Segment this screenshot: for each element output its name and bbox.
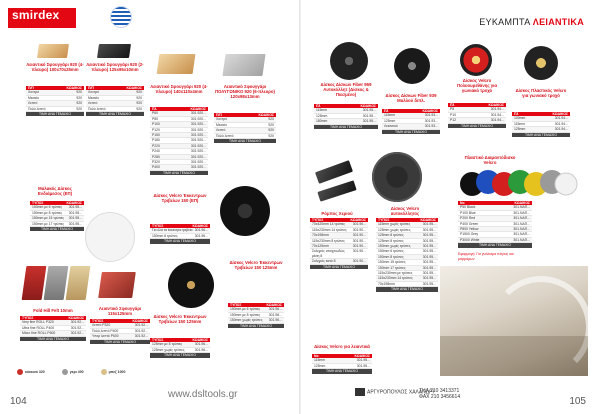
product-image	[524, 46, 558, 80]
product-table: Π/Π ΚΩΔΙΚΟΣ Χοντρό 920 Μεσαίο 920 Λεπτό 920 Πολύ λεπτό 920 ΤΙΜΗ ΑΝΑ ΤΕΜΑΧΙΟ	[88, 86, 142, 117]
hand-sander-image	[308, 160, 364, 208]
product-name: Λειαντικό Σφουγγάρι 920 (4-πλευρο) 140x110x4mm	[150, 84, 208, 95]
product-name: Δίσκος Velcro Πολυουρεθάνης για γωνιακό τροχό	[456, 78, 497, 94]
product-table: ΤΥΠΟΣ ΚΩΔΙΚΟΣ 115mm χωρίς τρύπες 301.95... 125mm χωρίς τρύπες 301.95... 125mm 8 τρύπες 301.95... 125mm 8 τρύπες 301.95... 150mm χωρίς τρύπες 301.95... 150mm 6 τρύπες 301.95... 150mm 8 τρύπες 301.95... 150mm 15 τρύπες 301.95... 150mm 17 τρύπες 301.95... 115x230mm με τρύπες 301.95... 115x230mm 14 τρύπες 301.95... 70x198mm 301.95... ΤΙΜΗ ΑΝΑ ΤΕΜΑΧΙΟ	[378, 218, 436, 292]
product-name: Λειαντικό Σφουγγάρι 115x125mm	[98, 306, 142, 317]
product-name: Λειαντικό Σφουγγάρι 920 (2-πλευρο) 125x95x10mm	[86, 62, 144, 73]
product-name: Ρόμπος Χεριού	[321, 211, 353, 216]
product-name: Λειαντικό Σφουγγάρι ΠΟΛΥΓΩΝΙΚΟ 920 (6-πλευρο) 120x98x13mm	[215, 84, 275, 100]
color-legend	[17, 369, 141, 376]
product-table: Πλ ΚΩΔΙΚΟΣ 100mm 301.94... 115mm 301.94... 125mm 301.94... ΤΙΜΗ ΑΝΑ ΤΕΜΑΧΙΟ	[514, 112, 568, 137]
legend-item: γκρι 400	[62, 369, 84, 375]
contact-info: ΤΗΛ 210 3413371 ΦΑΧ 210 3456614	[419, 388, 461, 400]
product-table: ΤΥΠΟΣ ΚΩΔΙΚΟΣ 150mm με 6 τρύπες 301.95... 150mm με 8 τρύπες 301.95... 150mm με 15 τρύπες 301.95... 150mm με 17 τρύπες 301.95... ΤΙΜΗ ΑΝΑ ΤΕΜΑΧΙΟ	[32, 201, 82, 232]
product-table: ΤΥΠΟΣ ΚΩΔΙΚΟΣ 70x420mm 14 τρύπες 301.90... 115x230mm 14 τρύπες 301.90... 70x198mm 301.90... 115x230mm 8 τρύπες 301.90... 70x125mm 301.90... Σκληρός στοιχειωδώς μέση 8 301.90... Σκληρός κατά 8 301.90... ΤΙΜΗ ΑΝΑ ΤΕΜΑΧΙΟ	[312, 218, 366, 269]
product-name: Δίσκος Velcro για λειαντικά	[314, 344, 370, 349]
company-brand: ΑΡΓΥΡΟΠΟΥΛΟΣ ΧΑΛΑΝΔΡΙ	[355, 388, 434, 396]
product-name: Δίσκος Velcro αυτοκόλλητος	[390, 206, 420, 217]
product-name: Δίσκος Velcro Έκκεντρων Τριβείων 150 (ΕΠ)	[153, 193, 207, 204]
application-note: Εφαρμογή: Για γυάλισμα πέτρας και μαρμάρων	[458, 252, 514, 261]
product-image	[460, 44, 492, 76]
product-table: ΤΥΠΟΣ ΚΩΔΙΚΟΣ 125mm με 8 τρύπες 301.96... 125mm χωρίς τρύπες 301.96... ΤΙΜΗ ΑΝΑ ΤΕΜΑΧΙΟ	[152, 338, 208, 358]
page-number-left: 104	[10, 396, 27, 407]
product-table: ΤΥΠΟΣ ΚΩΔΙΚΟΣ 150mm με 6 τρύπες 301.96... 150mm με 8 τρύπες 301.96... 150mm χωρίς τρύπες 301.96... ΤΙΜΗ ΑΝΑ ΤΕΜΑΧΙΟ	[230, 303, 282, 328]
product-image	[34, 42, 76, 60]
staircase-photo	[440, 266, 588, 376]
product-table: Π/Π ΚΩΔΙΚΟΣ Χοντρό 920 Μεσαίο 920 Λεπτό 920 Πολύ λεπτό 920 ΤΙΜΗ ΑΝΑ ΤΕΜΑΧΙΟ	[216, 113, 274, 144]
product-image	[94, 42, 138, 60]
product-name: Δίσκος Πλαστικός Velcro για γωνιακό τροχό	[515, 88, 567, 99]
legend-item: κόκκινο 320	[17, 369, 45, 375]
product-image	[168, 262, 214, 308]
product-image	[218, 50, 272, 80]
product-table: ΤΥΠΟΣ ΚΩΔΙΚΟΣ Για όλα τα έκκεντρα τριβεία 301.96... 150mm 6 τρύπες 301.96... ΤΙΜΗ ΑΝΑ ΤΕΜΑΧΙΟ	[152, 224, 208, 244]
product-name: Δίσκος Velcro Έκκεντρων Τριβείων 150 125mm	[153, 314, 207, 325]
product-table: ΤΥΠΟΣ ΚΩΔΙΚΟΣ Λεπτό P320 301.92... Πολύ λεπτό P400 301.92... Υπερ λεπτό P600 301.92... ΤΙΜΗ ΑΝΑ ΤΕΜΑΧΙΟ	[92, 319, 148, 344]
product-name: Δίσκος Δίσκων Fiber 939 Μαλλού διπλ.	[385, 93, 437, 104]
page-title: ΕΥΚΑΜΠΤΑ ΛΕΙΑΝΤΙΚΑ	[479, 17, 584, 27]
product-image	[372, 152, 422, 202]
product-image	[85, 212, 135, 262]
product-image	[96, 268, 144, 302]
website-url[interactable]: www.dsltools.gr	[168, 389, 238, 400]
product-table: ΤΥΠΟΣ ΚΩΔΙΚΟΣ Very fine ROLL P320 301.92... Ultra fine ROLL P400 301.92... Micro fine ROLL P600 301.92... ΤΙΜΗ ΑΝΑ ΤΕΜΑΧΙΟ	[22, 316, 84, 341]
product-name: Μαλακός Δίσκος Ενδιάμεσος (ΕΠ)	[37, 186, 73, 197]
product-image	[152, 50, 202, 78]
product-table: Νο ΚΩΔΙΚΟΣ P50 Black 301.ΝΑΠ... P100 Blue 301.ΝΑΠ... P200 Red 301.ΝΑΠ... P400 Green 301.ΝΑΠ... P800 Yellow 301.ΝΑΠ... P1500 Grey 301.ΝΑΠ... P3000 White 301.ΝΑΠ... ΤΙΜΗ ΑΝΑ ΤΕΜΑΧΙΟ	[460, 201, 530, 248]
greek-flag-icon	[110, 6, 132, 28]
product-name: Fold Hill Felt 10mm	[33, 308, 73, 313]
product-name: Λειαντικό Σφουγγάρι 920 (4-πλευρο) 100x70x25mm	[26, 62, 84, 73]
product-table: Νο ΚΩΔΙΚΟΣ 115mm 301.95... 125mm 301.95... ΤΙΜΗ ΑΝΑ ΤΕΜΑΧΙΟ	[314, 354, 370, 374]
product-name: Δίσκος Δίσκων Fiber 959 Αυτοκόλλητ (Δίσκος & Πιεσμένο)	[320, 82, 372, 98]
product-image	[220, 186, 270, 236]
legend-item: μπεζ 1000	[101, 369, 126, 375]
page-spine	[299, 0, 301, 414]
product-image	[394, 48, 430, 84]
product-table: Πλ ΚΩΔΙΚΟΣ 115mm 301.93... 125mm 301.93... Λειαντικό 301.93... ΤΙΜΗ ΑΝΑ ΤΕΜΑΧΙΟ	[384, 109, 438, 134]
product-table: Πλ. ΚΩΔΙΚΟΣ P60 301.920... P80 301.920... P100 301.920... P120 301.920... P150 301.920... P180 301.920... P220 301.920... P240 301.920... P280 301.920... P320 301.920... P400 301.920... ΤΙΜΗ ΑΝΑ ΤΕΜΑΧΙΟ	[152, 107, 206, 175]
product-image	[24, 262, 94, 304]
product-table: Πλ ΚΩΔΙΚΟΣ Ρ8 301.94... Ρ10 301.94... Ρ12 301.94... ΤΙΜΗ ΑΝΑ ΤΕΜΑΧΙΟ	[450, 103, 504, 128]
product-table: Πλ ΚΩΔΙΚΟΣ 115mm 301.95... 125mm 301.95... 180mm 301.95... ΤΙΜΗ ΑΝΑ ΤΕΜΑΧΙΟ	[316, 104, 376, 129]
product-table: Π/Π ΚΩΔΙΚΟΣ Χοντρό 920 Μεσαίο 920 Λεπτό 920 Πολύ λεπτό 920 ΤΙΜΗ ΑΝΑ ΤΕΜΑΧΙΟ	[28, 86, 82, 117]
page-number-right: 105	[569, 396, 586, 407]
product-name: Δίσκος Velcro Έκκεντρων Τριβείων 150 125mm	[229, 260, 283, 271]
diamond-pads-image	[458, 166, 578, 200]
product-name: Πλαστικό Διαμαντόδισκο Velcro	[464, 155, 516, 166]
brand-logo: smirdex abrasives & accessories	[8, 8, 76, 28]
pad-white	[555, 173, 577, 195]
company-logo-icon	[355, 388, 365, 396]
product-image	[330, 42, 368, 80]
